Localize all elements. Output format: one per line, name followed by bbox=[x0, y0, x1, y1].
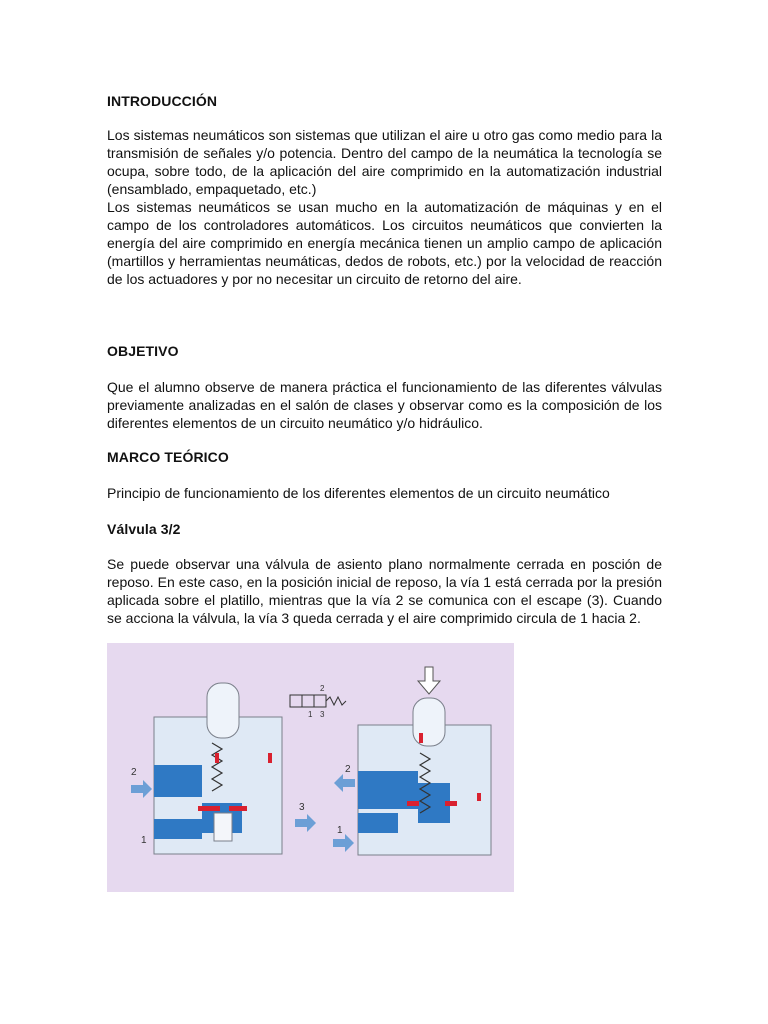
label-port1-left: 1 bbox=[141, 835, 147, 846]
label-symbol-br: 3 bbox=[320, 710, 325, 719]
valve-3-2-diagram bbox=[107, 643, 514, 892]
label-port3: 3 bbox=[299, 802, 305, 813]
theory-paragraph: Principio de funcionamiento de los diferentes elementos de un circuito neumático bbox=[107, 485, 610, 501]
intro-paragraph-1: Los sistemas neumáticos son sistemas que utilizan el aire u otro gas como medio para la transmisión de señales y/o potencia. Dentro del campo de la neumática la tecnología se ocupa, sobre todo, de la aplicación del aire comprimido en la automatización industrial (ensamblado, empaquetado, etc.) bbox=[107, 127, 662, 197]
label-port2-right: 2 bbox=[345, 764, 351, 775]
air-chamber-left-lower bbox=[154, 819, 202, 839]
label-symbol-top: 2 bbox=[320, 684, 325, 693]
stem-left bbox=[214, 813, 232, 841]
heading-introduccion: INTRODUCCIÓN bbox=[107, 93, 218, 109]
plunger-left bbox=[207, 683, 239, 738]
plunger-right bbox=[413, 698, 445, 746]
label-port2-left: 2 bbox=[131, 767, 137, 778]
label-port1-right: 1 bbox=[337, 825, 343, 836]
objective-paragraph: Que el alumno observe de manera práctica el funcionamiento de las diferentes válvulas previamente analizadas en el salón de clases y observar como es la composición de los diferentes elementos de un circuito neumático y/o hidráulico. bbox=[107, 379, 662, 431]
label-symbol-bl: 1 bbox=[308, 710, 313, 719]
heading-valvula-3-2: Válvula 3/2 bbox=[107, 521, 181, 537]
intro-paragraph-2: Los sistemas neumáticos se usan mucho en la automatización de máquinas y en el campo de los controladores automáticos. Los circuitos neumáticos que convierten la energía del aire comprimido en energía mecánica tienen un amplio campo de aplicación (martillos y herramientas neumáticas, dedos de robots, etc.) por la velocidad de reacción de los actuadores y por no necesitar un circuito de retorno del aire. bbox=[107, 199, 662, 287]
heading-objetivo: OBJETIVO bbox=[107, 343, 179, 359]
seal-right-side bbox=[477, 793, 481, 801]
seal-right-a bbox=[407, 801, 419, 806]
seal-left-a bbox=[198, 806, 220, 811]
heading-marco-teorico: MARCO TEÓRICO bbox=[107, 449, 229, 465]
seal-right-top bbox=[419, 733, 423, 743]
seal-left-b bbox=[229, 806, 247, 811]
seal-right-b bbox=[445, 801, 457, 806]
valve-paragraph: Se puede observar una válvula de asiento plano normalmente cerrada en posción de reposo. En este caso, en la posición inicial de reposo, la vía 1 está cerrada por la presión aplicada sobre el platillo, mientras que la vía 2 se comunica con el escape (3). Cuando se acciona la válvula, la vía 3 queda cerrada y el aire comprimido circula de 1 hacia 2. bbox=[107, 556, 662, 626]
air-chamber-right-lower bbox=[358, 813, 398, 833]
air-chamber-left-upper bbox=[154, 765, 202, 797]
seal-left-top bbox=[215, 753, 219, 763]
seal-left-side bbox=[268, 753, 272, 763]
